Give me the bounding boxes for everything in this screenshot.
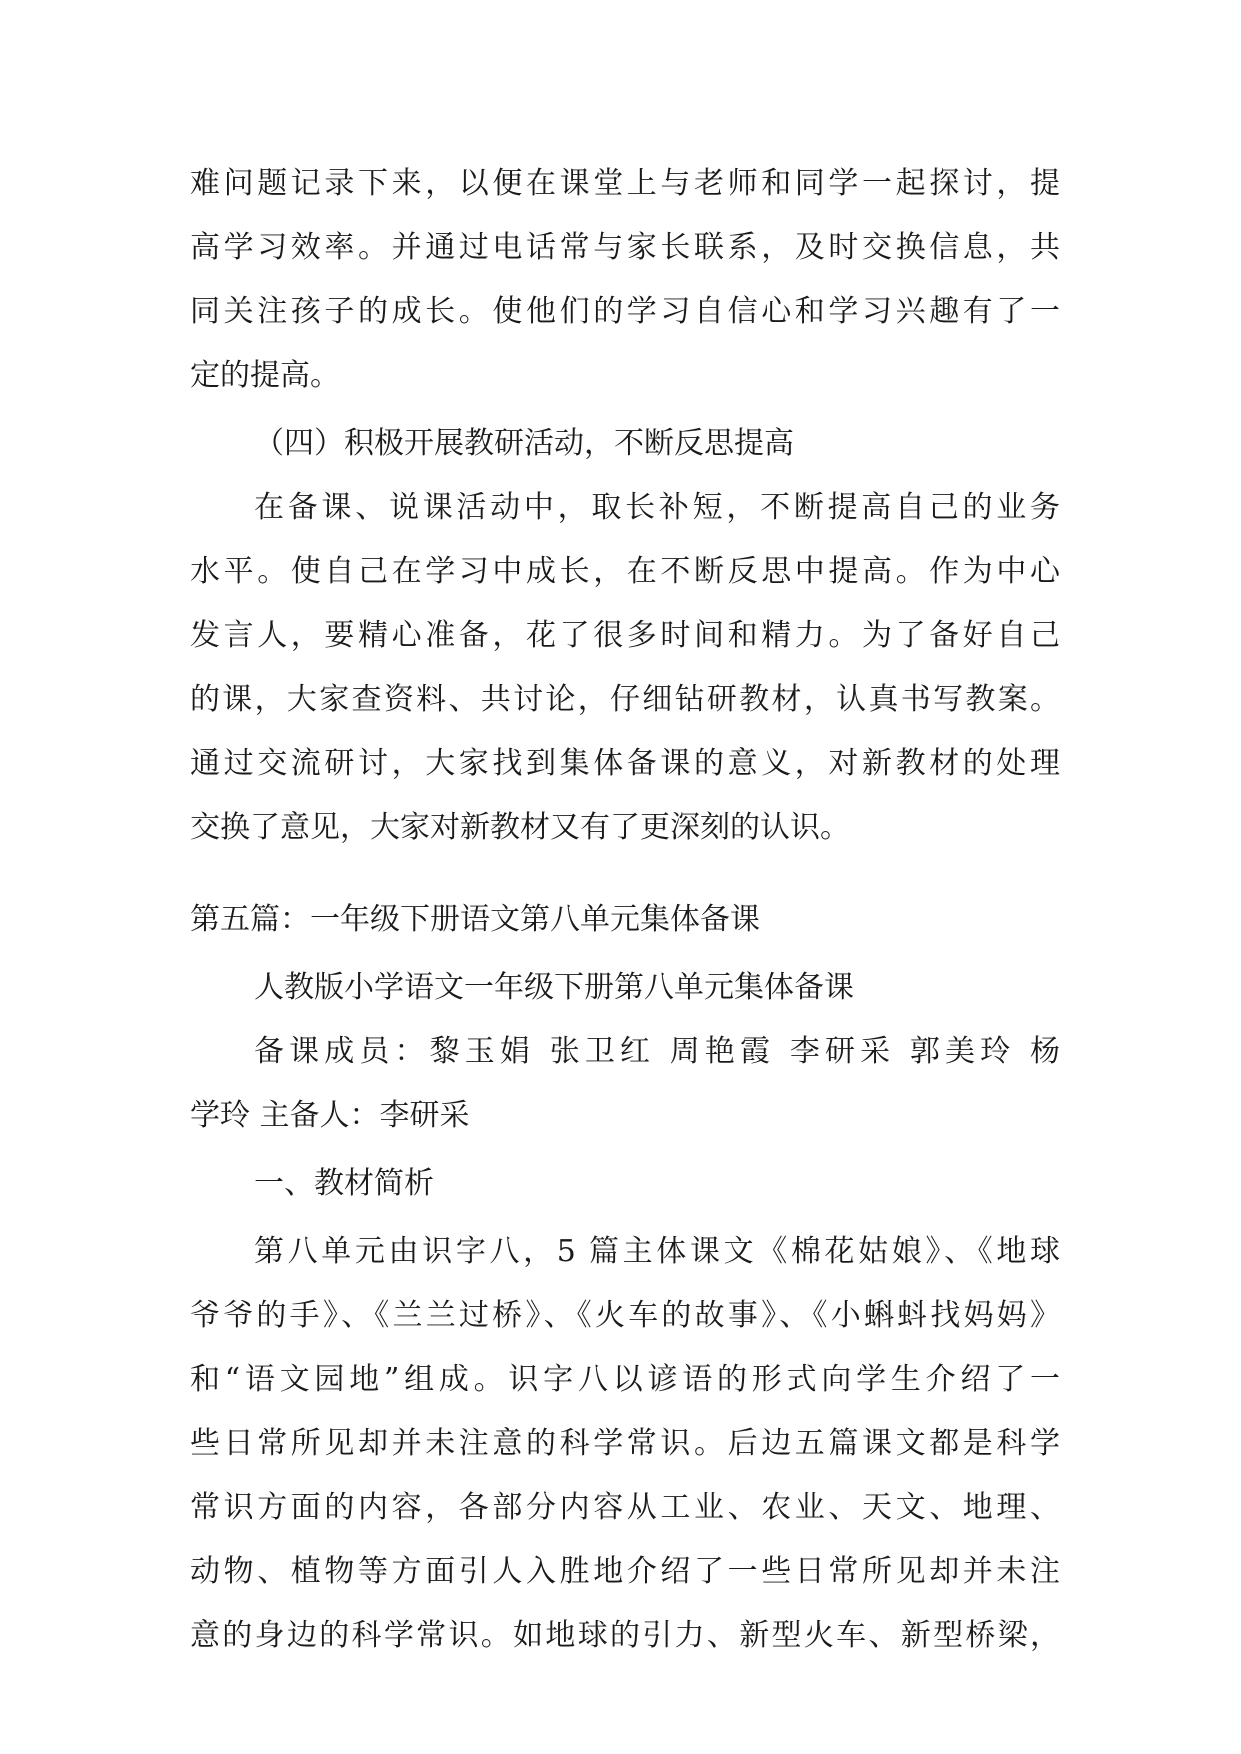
paragraph-line: 同关注孩子的成长。使他们的学习自信心和学习兴趣有了一 xyxy=(190,294,1060,329)
paragraph-line: 发言人，要精心准备，花了很多时间和精力。为了备好自己 xyxy=(190,618,1060,653)
paragraph-line: 第八单元由识字八，5 篇主体课文《棉花姑娘》、《地球 xyxy=(254,1234,1060,1269)
members-line: 学玲 主备人：李研采 xyxy=(190,1098,470,1133)
paragraph-line: 在备课、说课活动中，取长补短，不断提高自己的业务 xyxy=(254,490,1060,525)
paragraph-line: 定的提高。 xyxy=(190,358,340,393)
paragraph-line: 交换了意见，大家对新教材又有了更深刻的认识。 xyxy=(190,810,850,845)
paragraph-line: 动物、植物等方面引人入胜地介绍了一些日常所见却并未注 xyxy=(190,1554,1060,1589)
paragraph-line: 意的身边的科学常识。如地球的引力、新型火车、新型桥梁， xyxy=(190,1618,1060,1653)
paragraph-line: 些日常所见却并未注意的科学常识。后边五篇课文都是科学 xyxy=(190,1426,1060,1461)
paragraph-line: 常识方面的内容，各部分内容从工业、农业、天文、地理、 xyxy=(190,1490,1060,1525)
paragraph-line: 水平。使自己在学习中成长，在不断反思中提高。作为中心 xyxy=(190,554,1060,589)
chapter-subtitle: 人教版小学语文一年级下册第八单元集体备课 xyxy=(254,970,854,1005)
paragraph-line: 爷爷的手》、《兰兰过桥》、《火车的故事》、《小蝌蚪找妈妈》 xyxy=(190,1298,1060,1333)
paragraph-line: 的课，大家查资料、共讨论，仔细钻研教材，认真书写教案。 xyxy=(190,682,1060,717)
paragraph-line: 和“语文园地”组成。识字八以谚语的形式向学生介绍了一 xyxy=(190,1362,1060,1397)
chapter-title: 第五篇：一年级下册语文第八单元集体备课 xyxy=(190,902,760,937)
members-line: 备课成员：黎玉娟 张卫红 周艳霞 李研采 郭美玲 杨 xyxy=(254,1034,1060,1069)
section-heading: 一、教材简析 xyxy=(254,1166,434,1201)
paragraph-line: 难问题记录下来，以便在课堂上与老师和同学一起探讨，提 xyxy=(190,166,1060,201)
paragraph-line: 高学习效率。并通过电话常与家长联系，及时交换信息，共 xyxy=(190,230,1060,265)
section-heading: （四）积极开展教研活动，不断反思提高 xyxy=(254,426,794,461)
paragraph-line: 通过交流研讨，大家找到集体备课的意义，对新教材的处理 xyxy=(190,746,1060,781)
